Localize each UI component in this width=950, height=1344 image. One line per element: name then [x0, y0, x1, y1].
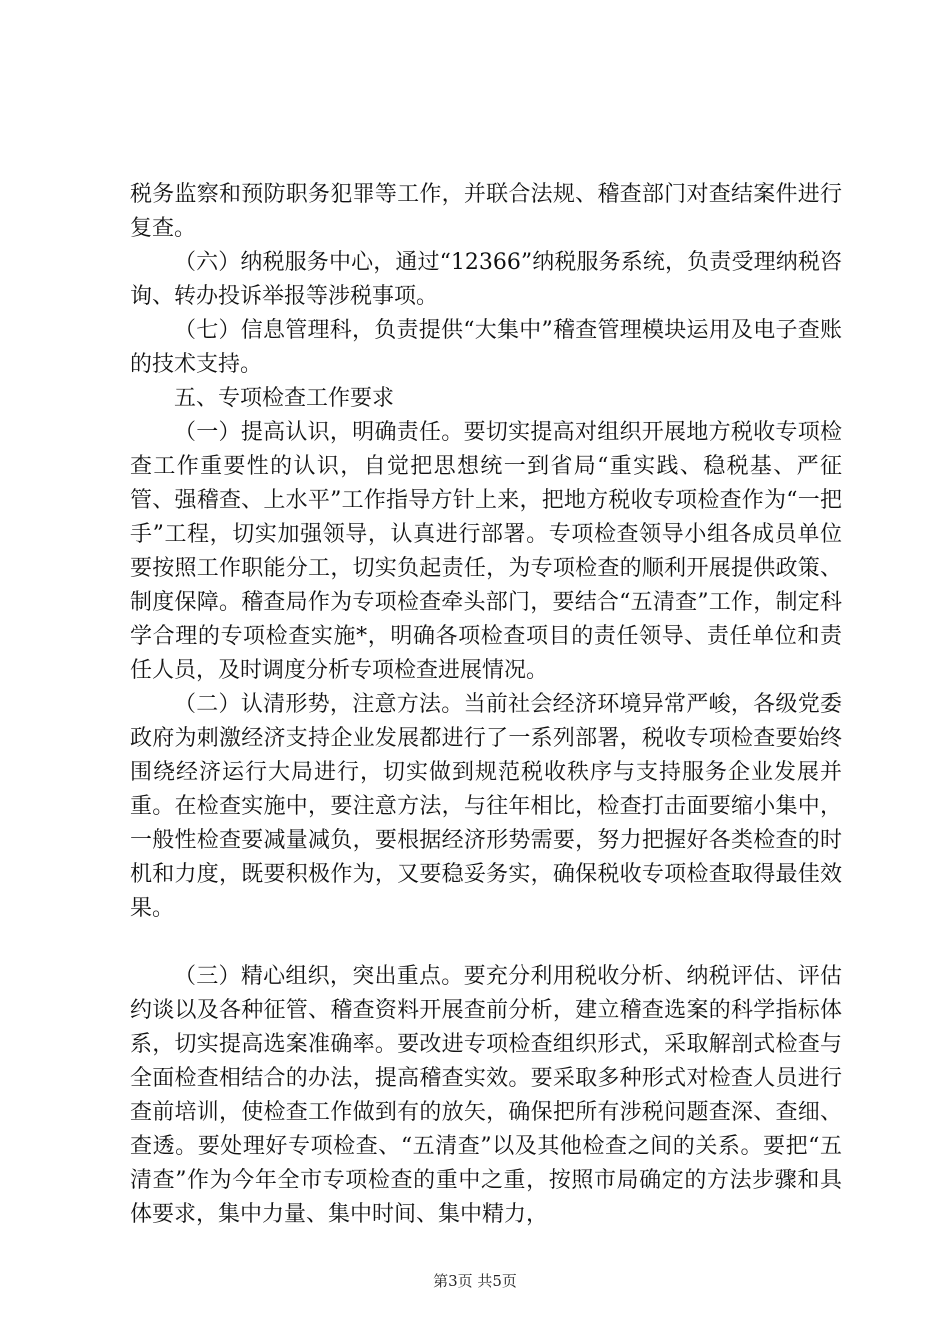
- paragraph-spacer: [130, 926, 842, 960]
- page-number: 第3页 共5页: [433, 1272, 517, 1290]
- document-body: [130, 178, 842, 1232]
- paragraph-requirement-one: （一）提高认识，明确责任。要切实提高对组织开展地方税收专项检查工作重要性的认识，自觉把思想统一到省局“重实践、稳税基、严征管、强稽查、上水平”工作指导方针上来，把地方税收专项检查作为“一把手”工程，切实加强领导，认真进行部署。专项检查领导小组各成员单位要按照工作职能分工，切实负起责任，为专项检查的顺利开展提供政策、制度保障。稽查局作为专项检查牵头部门，要结合“五清查”工作，制定科学合理的专项检查实施*，明确各项检查项目的责任领导、责任单位和责任人员，及时调度分析专项检查进展情况。: [130, 420, 842, 683]
- paragraph-item-seven: （七）信息管理科，负责提供“大集中”稽查管理模块运用及电子查账的技术支持。: [130, 318, 842, 377]
- paragraph-continuation: 税务监察和预防职务犯罪等工作，并联合法规、稽查部门对查结案件进行复查。: [130, 182, 842, 241]
- paragraph-requirement-three: （三）精心组织，突出重点。要充分利用税收分析、纳税评估、评估约谈以及各种征管、稽查资料开展查前分析，建立稽查选案的科学指标体系，切实提高选案准确率。要改进专项检查组织形式，采取解剖式检查与全面检查相结合的办法，提高稽查实效。要采取多种形式对检查人员进行查前培训，使检查工作做到有的放矢，确保把所有涉税问题查深、查细、查透。要处理好专项检查、“五清查”以及其他检查之间的关系。要把“五清查”作为今年全市专项检查的重中之重，按照市局确定的方法步骤和具体要求，集中力量、集中时间、集中精力，: [130, 964, 842, 1227]
- paragraph-item-six: （六）纳税服务中心，通过“12366”纳税服务系统，负责受理纳税咨询、转办投诉举报等涉税事项。: [130, 250, 842, 309]
- section-heading: 五、专项检查工作要求: [174, 386, 395, 411]
- paragraph-requirement-two: （二）认清形势，注意方法。当前社会经济环境异常严峻，各级党委政府为刺激经济支持企业发展都进行了一系列部署，税收专项检查要始终围绕经济运行大局进行，切实做到规范税收秩序与支持服务企业发展并重。在检查实施中，要注意方法，与往年相比，检查打击面要缩小集中，一般性检查要减量减负，要根据经济形势需要，努力把握好各类检查的时机和力度，既要积极作为，又要稳妥务实，确保税收专项检查取得最佳效果。: [130, 692, 842, 921]
